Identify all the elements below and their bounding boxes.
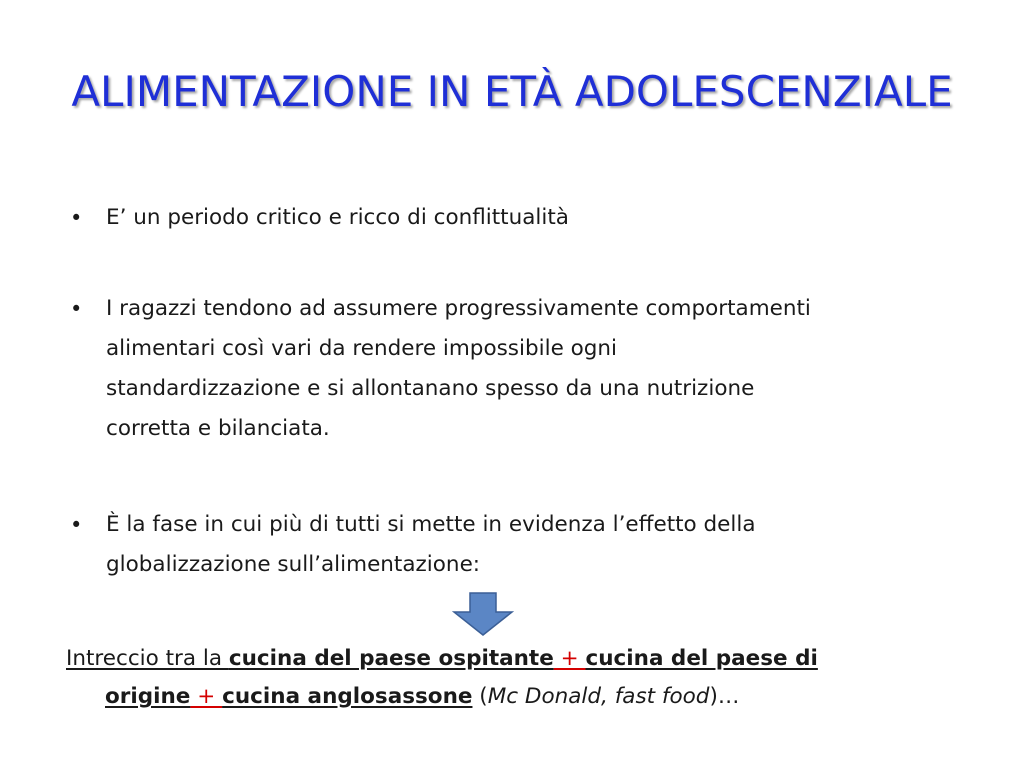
bullet-dot-icon: •: [70, 513, 83, 537]
conclusion-host-cuisine: cucina del paese ospitante: [228, 646, 554, 671]
bullet-item: [68, 289, 988, 449]
conclusion-anglo-cuisine: cucina anglosassone: [222, 684, 473, 709]
bullet-line: alimentari così vari da rendere impossibile ogni: [106, 336, 618, 361]
conclusion-plus: +: [553, 646, 586, 671]
bullet-line: I ragazzi tendono ad assumere progressivamente comportamenti: [106, 296, 811, 321]
conclusion-origin-cuisine: cucina del paese di: [585, 646, 818, 671]
bullet-item: [68, 505, 988, 585]
bullet-text: E’ un periodo critico e ricco di conflittualità: [106, 205, 569, 230]
conclusion-text: [66, 640, 946, 716]
bullet-line: standardizzazione e si allontanano spesso da una nutrizione: [106, 376, 755, 401]
conclusion-prefix: Intreccio tra la: [66, 646, 229, 671]
conclusion-paren-open: (: [472, 684, 488, 709]
bullet-item: [68, 198, 988, 238]
conclusion-line-2: [66, 678, 946, 716]
conclusion-examples: Mc Donald, fast food: [487, 684, 710, 709]
conclusion-origin-cuisine-end: origine: [105, 684, 191, 709]
bullet-list: [68, 198, 988, 585]
bullet-line: corretta e bilanciata.: [106, 416, 330, 441]
down-arrow-icon: [452, 592, 514, 636]
bullet-line: globalizzazione sull’alimentazione:: [106, 552, 481, 577]
bullet-dot-icon: •: [70, 297, 83, 321]
conclusion-paren-close: )…: [709, 684, 740, 709]
conclusion-plus: +: [190, 684, 223, 709]
slide-title: ALIMENTAZIONE IN ETÀ ADOLESCENZIALE: [71, 67, 953, 116]
bullet-line: È la fase in cui più di tutti si mette in evidenza l’effetto della: [106, 512, 756, 537]
bullet-dot-icon: •: [70, 206, 83, 230]
